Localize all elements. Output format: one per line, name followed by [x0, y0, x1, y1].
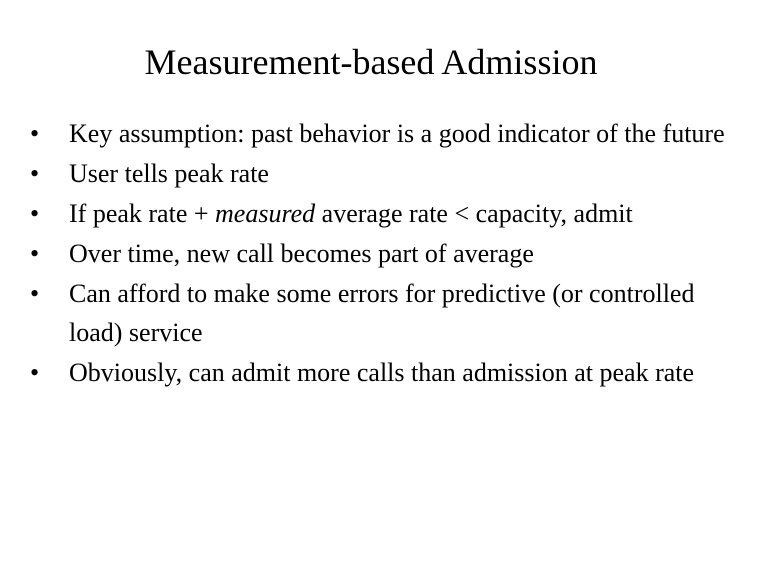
bullet-item-obviously: [30, 353, 750, 392]
slide-title: Measurement-based Admission: [144, 42, 598, 82]
bullet-item-peak-rate: [30, 154, 750, 193]
bullet-marker: •: [30, 159, 40, 188]
bullet-text-post: average rate < capacity, admit: [315, 199, 633, 228]
bullet-marker: •: [30, 199, 40, 228]
bullet-marker: •: [30, 358, 40, 387]
bullet-item-over-time: [30, 234, 750, 273]
bullet-item-admit-rule: [30, 194, 750, 233]
bullet-marker: •: [30, 239, 40, 268]
bullet-marker: •: [30, 279, 40, 308]
bullet-marker: •: [30, 119, 40, 148]
bullet-text: Key assumption: past behavior is a good indicator of the future: [69, 119, 725, 148]
bullet-text-pre: If peak rate +: [69, 199, 216, 228]
bullet-item-errors: [30, 274, 750, 352]
bullet-item-key-assumption: [30, 114, 750, 153]
bullet-text-emphasis: measured: [215, 199, 316, 228]
bullet-text: Over time, new call becomes part of average: [69, 239, 534, 268]
bullet-text: User tells peak rate: [69, 159, 269, 188]
bullet-text: Obviously, can admit more calls than admission at peak rate: [69, 358, 695, 387]
bullet-list: [30, 114, 750, 393]
bullet-text: Can afford to make some errors for predictive (or controlled load) service: [69, 279, 695, 347]
